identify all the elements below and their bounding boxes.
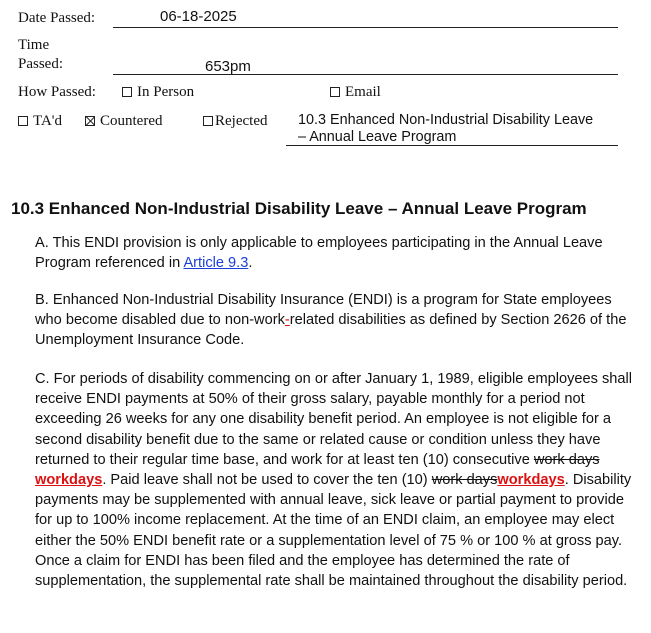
in-person-label: In Person [137,84,195,100]
countered-option[interactable] [85,113,162,130]
article-9-3-link[interactable]: Article 9.3 [183,255,249,272]
proposal-title-line1: 10.3 Enhanced Non-Industrial Disability Leave [298,112,594,128]
time-passed-underline [113,74,618,75]
paragraph-a-end: . [248,255,253,272]
inserted-text-workdays-2: workdays [497,472,565,489]
how-passed-label: How Passed: [18,84,96,100]
paragraph-b-revision-mark: - [284,312,290,329]
proposal-title-line2: – Annual Leave Program [298,129,457,145]
email-label: Email [345,84,381,100]
date-passed-label: Date Passed: [18,10,96,26]
time-passed-label-line2: Passed: [18,56,63,72]
paragraph-b-text-start: B. Enhanced Non-Industrial Disability Insurance (ENDI) is a program for State employees who become disabled due to non-work [35,292,612,329]
proposal-title-underline [286,145,618,146]
countered-label: Countered [100,113,163,129]
tad-checkbox-icon[interactable] [18,116,28,126]
rejected-option[interactable] [203,113,267,130]
email-option[interactable] [330,84,381,101]
date-passed-value: 06-18-2025 [160,8,237,25]
email-checkbox-icon[interactable] [330,87,340,97]
paragraph-c-text-3: . Disability payments may be supplemented with annual leave, sick leave or partial payment to provide for up to 100% income replacement. At the time of an ENDI claim, an employee may elect either the 50% ENDI benefit rate or a supplementation level of 75 % or 100 % at gross pay. Once a claim for ENDI has been filed and the employee has determined the rate of supplementation, the supplemental rate shall be maintained throughout the disability period. [35,472,632,590]
inserted-text-workdays-1: workdays [35,472,103,489]
proposal-title-block [298,112,593,146]
countered-checkbox-icon[interactable] [85,116,95,126]
tad-label: TA'd [33,113,62,129]
time-passed-label-line1: Time [18,37,50,53]
deleted-text-work-days-1: work days [533,451,600,468]
paragraph-c-text-1: C. For periods of disability commencing on or after January 1, 1989, eligible employees shall receive ENDI payments at 50% of their gross salary, payable monthly for a period not exceeding 26 weeks for any one disability benefit period. An employee is not eligible for a second disability benefit due to the same or related cause or condition unless they have returned to their regular time base, and work for at least ten (10) consecutive [35,371,633,468]
rejected-label: Rejected [215,113,268,129]
time-passed-value: 653pm [205,58,251,75]
paragraph-a [35,233,635,273]
in-person-checkbox-icon[interactable] [122,87,132,97]
paragraph-c-text-2: . Paid leave shall not be used to cover the ten (10) [102,472,432,489]
rejected-checkbox-icon[interactable] [203,116,213,126]
section-heading: 10.3 Enhanced Non-Industrial Disability Leave – Annual Leave Program [11,199,587,218]
tad-option[interactable] [18,113,62,130]
date-passed-underline [113,27,618,28]
paragraph-a-text: A. This ENDI provision is only applicable to employees participating in the Annual Leave Program referenced in [35,235,603,272]
paragraph-c [35,369,635,591]
paragraph-b-text-end: related disabilities as defined by Section 2626 of the Unemployment Insurance Code. [35,312,627,349]
deleted-text-work-days-2: work days [431,472,498,489]
in-person-option[interactable] [122,84,194,101]
paragraph-b [35,290,635,351]
